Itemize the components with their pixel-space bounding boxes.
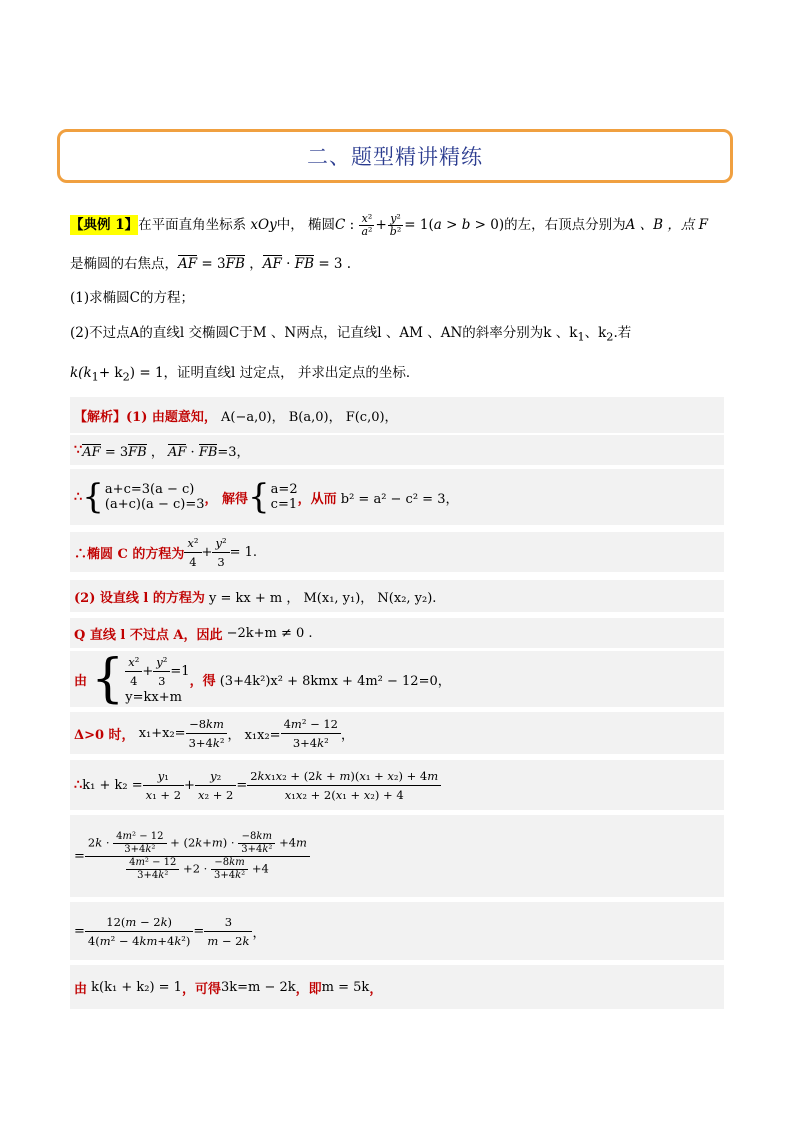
problem-line-1: 【典例 1】在平面直角坐标系 xOy中， 椭圆C : $\frac{\text{x²}}{\text{a²}}$ + $\frac{\text{y²}}{\text{b²}}$ = 1(a > b > 0)的左，右顶点分别为A 、B ，点 F bbox=[70, 212, 709, 238]
problem-line-2: 是椭圆的右焦点，AF = 3FB ，AF · FB = 3 . bbox=[70, 256, 352, 272]
section-header bbox=[57, 129, 733, 183]
question-2-cont: $k(k_1+ k_2) = 1$，证明直线l 过定点， 并求出定点的坐标． bbox=[70, 365, 420, 384]
solution-row-12: 由 k(k₁ + k₂) = 1 ，可得 3k=m − 2k ，即 m = 5k ， bbox=[70, 965, 724, 1009]
solution-row-3: ∴ { a+c=3(a − c) (a+c)(a − c)=3 ， 解得 { a=2 c=1 ，从而 b² = a² − c² = 3， bbox=[70, 469, 724, 525]
question-1: (1)求椭圆C的方程； bbox=[70, 290, 194, 306]
solution-row-10: = 2k · $\frac{\text{4m² − 12}}{\text{3+4k²}}$ + (2k+m) · $\frac{-8km}{\text{3+4k²}}$ +4m $\frac{\text{4m² − 12}}{\text{3+4k²}}$ +2 · $\frac{-8km}{\text{3+4k²}}$ +4 bbox=[70, 815, 724, 897]
solution-row-7: 由 { $\frac{\text{x²}}{4}$ + $\frac{\text{y²}}{3}$ =1 y=kx+m ，得 (3+4k²)x² + 8kmx + 4m² − 12=0， bbox=[70, 651, 724, 707]
question-2: (2)不过点A的直线l 交椭圆C于M 、N两点，记直线l 、AM 、AN的斜率分别为k 、$k_1$、$k_2$.若 bbox=[70, 325, 632, 344]
solution-row-5: (2) 设直线 l 的方程为 y = kx + m ， M(x₁, y₁)， N(x₂, y₂). bbox=[70, 580, 724, 612]
solution-row-4: ∴椭圆 C 的方程为 $\frac{\text{x²}}{4}$ + $\frac{\text{y²}}{3}$ = 1. bbox=[70, 532, 724, 572]
example-badge: 【典例 1】 bbox=[70, 217, 139, 233]
solution-row-1: 【解析】(1) 由题意知， A(−a,0)， B(a,0)， F(c,0)， bbox=[70, 397, 724, 433]
solution-row-6: Q 直线 l 不过点 A，因此 −2k+m ≠ 0 . bbox=[70, 618, 724, 648]
section-title: 二、题型精讲精练 bbox=[307, 145, 483, 169]
solution-row-9: ∴ k₁ + k₂ = $\frac{\text{y₁}}{\text{x₁ + 2}}$ + $\frac{\text{y₂}}{\text{x₂ + 2}}$ = $\frac{\text{2kx₁x₂ + (2k + m)(x₁ + x₂) + 4m}}{\text{x₁x₂ + 2(x₁ + x₂) + 4}}$ bbox=[70, 760, 724, 810]
solution-row-8: Δ>0 时， x₁+x₂= $\frac{-8km}{\text{3+4k²}}$ ， x₁x₂= $\frac{\text{4m² − 12}}{\text{3+4k²}}$ ， bbox=[70, 712, 724, 754]
solution-row-11: = $\frac{12(m - 2k)}{\text{4(m² − 4km+4k²)}}$ = $\frac{3}{m - 2k}$ ， bbox=[70, 902, 724, 960]
solution-row-2: ∵ AF = 3FB ， AF · FB=3， bbox=[70, 435, 724, 465]
